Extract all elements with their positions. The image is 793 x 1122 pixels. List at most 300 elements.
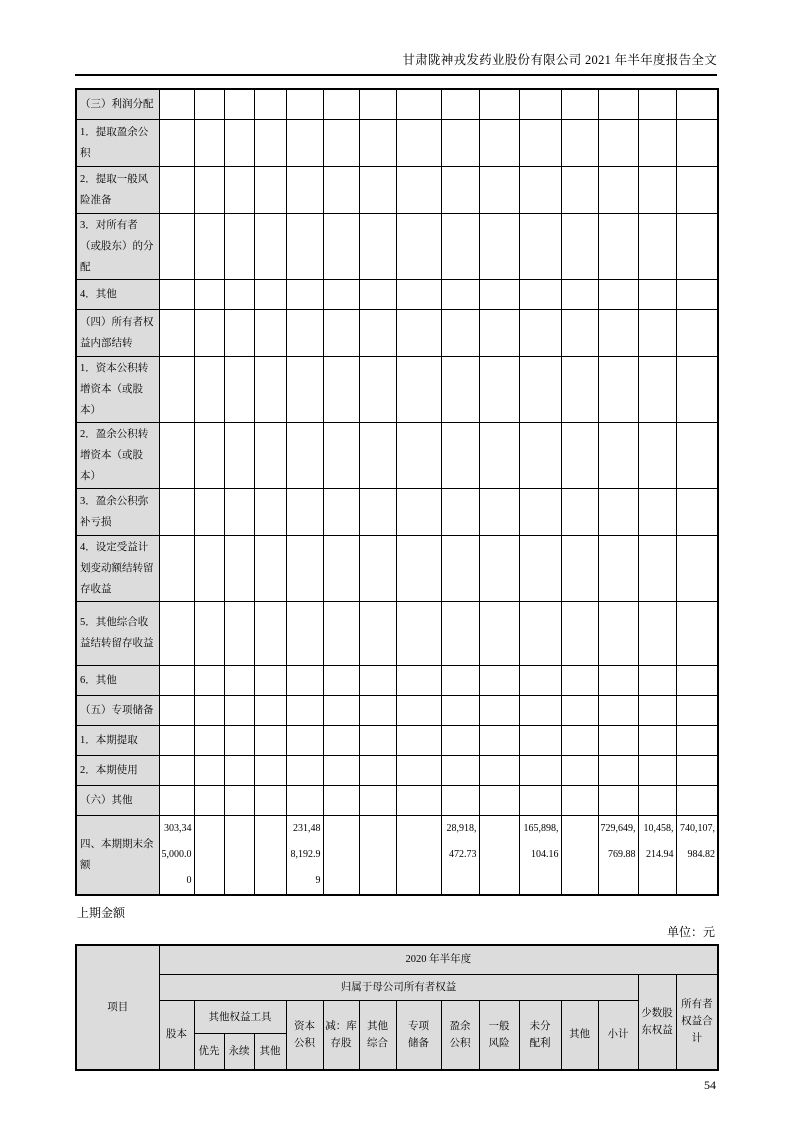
cell [159,785,194,815]
cell [359,213,396,279]
cell [286,309,323,356]
cell [159,695,194,725]
row-label: 2．盈余公积转增资本（或股本） [76,422,159,488]
cell [676,166,718,213]
row-label: 2．本期使用 [76,755,159,785]
cell [194,785,224,815]
cell [254,488,286,535]
cell [254,785,286,815]
cell [441,119,479,166]
cell [676,422,718,488]
value-cell [479,815,519,895]
table-row [76,356,718,422]
cell [676,213,718,279]
cell [159,488,194,535]
row-label: 3．对所有者（或股东）的分配 [76,213,159,279]
table-row [76,213,718,279]
table-row [76,309,718,356]
cell [638,119,676,166]
cell [676,119,718,166]
cell [676,695,718,725]
cell [286,356,323,422]
cell [396,755,441,785]
cell [441,755,479,785]
cell [561,755,598,785]
cell [519,601,561,665]
cell [598,279,638,309]
cell [676,356,718,422]
cell [519,356,561,422]
cell [479,488,519,535]
oci-header [359,1001,396,1070]
cell [519,166,561,213]
cell [224,725,254,755]
general-risk-label: 一般风险 [488,1020,510,1049]
cell [224,213,254,279]
cell [323,422,359,488]
unit-label: 单位：元 [666,924,715,939]
cell [323,119,359,166]
cell [396,356,441,422]
undistributed-profit-header [519,1001,561,1070]
cell [286,119,323,166]
cell [159,601,194,665]
cell [638,488,676,535]
cell [638,601,676,665]
total-equity-header [676,975,718,1070]
cell [224,601,254,665]
cell [224,422,254,488]
cell [561,119,598,166]
cell [638,309,676,356]
cell [359,601,396,665]
cell [561,665,598,695]
cell [224,356,254,422]
cell [286,725,323,755]
cell [194,213,224,279]
oci-label: 其他综合 [367,1020,388,1049]
cell [159,535,194,601]
cell [441,89,479,119]
cell [194,488,224,535]
cell [286,89,323,119]
cell [359,279,396,309]
cell [224,785,254,815]
cell [638,725,676,755]
value-cell: 740,107,984.82 [676,815,718,895]
cell [638,535,676,601]
cell [479,422,519,488]
cell [159,725,194,755]
cell [519,535,561,601]
cell [561,356,598,422]
cell [359,725,396,755]
closing-balance-row [76,815,718,895]
cell [359,309,396,356]
cell [598,488,638,535]
value-cell: 28,918,472.73 [441,815,479,895]
cell [396,601,441,665]
row-label: 2．提取一般风险准备 [76,166,159,213]
cell [561,601,598,665]
cell [519,785,561,815]
cell [676,488,718,535]
undistributed-profit-label: 未分配利 [529,1020,551,1049]
cell [598,422,638,488]
row-label: （四）所有者权益内部结转 [76,309,159,356]
cell [254,166,286,213]
table-row [76,665,718,695]
cell [676,755,718,785]
cell [159,422,194,488]
cell [561,535,598,601]
cell [323,309,359,356]
row-label: 四、本期期末余额 [76,815,159,895]
cell [254,725,286,755]
document-header-title: 甘肃陇神戎发药业股份有限公司 2021 年半年度报告全文 [402,53,717,67]
cell [676,89,718,119]
cell [561,422,598,488]
cell [159,755,194,785]
cell [224,166,254,213]
table-row [76,975,718,1001]
cell [479,279,519,309]
cell [638,422,676,488]
cell [441,785,479,815]
cell [359,695,396,725]
cell [323,785,359,815]
other-equity-instruments-header: 其他权益工具 [194,1001,286,1034]
cell [159,356,194,422]
cell [479,89,519,119]
cell [194,119,224,166]
cell [598,725,638,755]
cell [519,213,561,279]
table-row [76,725,718,755]
cell [286,166,323,213]
cell [479,535,519,601]
value-cell: 10,458,214.94 [638,815,676,895]
special-reserve-header [396,1001,441,1070]
cell [286,665,323,695]
cell [194,535,224,601]
cell [224,89,254,119]
cell [598,785,638,815]
cell [254,89,286,119]
cell [519,488,561,535]
cell [323,665,359,695]
cell [638,755,676,785]
cell [194,89,224,119]
cell [396,785,441,815]
less-treasury-label: 减：库存股 [325,1020,357,1049]
row-label: 1．提取盈余公积 [76,119,159,166]
cell [224,309,254,356]
cell [254,601,286,665]
value-cell [224,815,254,895]
cell [519,422,561,488]
cell [323,535,359,601]
row-label: 4．其他 [76,279,159,309]
cell [676,725,718,755]
cell [286,213,323,279]
value-cell [561,815,598,895]
cell [254,309,286,356]
cell [598,356,638,422]
table-row [76,166,718,213]
cell [159,309,194,356]
table-row [76,422,718,488]
page-number: 54 [704,1077,716,1092]
cell [359,535,396,601]
cell [194,601,224,665]
other-header: 其他 [561,1001,598,1070]
cell [323,755,359,785]
cell [561,89,598,119]
cell [441,725,479,755]
perpetual-header: 永续 [224,1034,254,1070]
less-treasury-header [323,1001,359,1070]
table-row [76,89,718,119]
cell [359,119,396,166]
row-label: 4．设定受益计划变动额结转留存收益 [76,535,159,601]
header-divider [75,74,717,76]
cell [159,119,194,166]
cell [254,119,286,166]
cell [519,725,561,755]
period-header: 2020 年半年度 [159,945,718,975]
cell [396,695,441,725]
total-equity-label: 所有者权益合计 [681,999,713,1045]
row-label: 1．资本公积转增资本（或股本） [76,356,159,422]
cell [638,785,676,815]
cell [598,755,638,785]
general-risk-header [479,1001,519,1070]
row-label: （三）利润分配 [76,89,159,119]
table-row [76,1001,718,1034]
surplus-reserve-label: 盈余公积 [449,1020,471,1049]
cell [676,601,718,665]
cell [676,309,718,356]
prior-period-note: 上期金额 [77,905,126,920]
cell [396,725,441,755]
cell [194,166,224,213]
cell [441,665,479,695]
value-cell: 165,898,104.16 [519,815,561,895]
cell [359,665,396,695]
cell [638,213,676,279]
current-period-equity-table [75,88,719,896]
minority-interest-label: 少数股东权益 [641,1007,673,1036]
cell [638,89,676,119]
row-label: （六）其他 [76,785,159,815]
cell [441,356,479,422]
cell [396,279,441,309]
cell [224,665,254,695]
cell [441,535,479,601]
cell [323,356,359,422]
table-row [76,695,718,725]
table-row [76,119,718,166]
cell [359,422,396,488]
cell [359,785,396,815]
cell [519,755,561,785]
cell [561,695,598,725]
cell [441,279,479,309]
cell [323,695,359,725]
cell [396,535,441,601]
row-label: 5．其他综合收益结转留存收益 [76,601,159,665]
table-row [76,535,718,601]
cell [479,725,519,755]
cell [194,356,224,422]
cell [286,488,323,535]
cell [479,695,519,725]
cell [323,89,359,119]
cell [519,89,561,119]
cell [598,695,638,725]
cell [479,356,519,422]
table-row [76,488,718,535]
cell [194,422,224,488]
cell [396,309,441,356]
cell [561,213,598,279]
cell [638,665,676,695]
cell [254,422,286,488]
cell [479,119,519,166]
cell [224,755,254,785]
cell [254,535,286,601]
cell [194,695,224,725]
cell [159,213,194,279]
cell [396,119,441,166]
cell [323,213,359,279]
cell [598,309,638,356]
value-cell [194,815,224,895]
cell [323,488,359,535]
cell [479,166,519,213]
cell [224,535,254,601]
cell [519,695,561,725]
cell [286,422,323,488]
cell [638,279,676,309]
cell [159,166,194,213]
cell [676,665,718,695]
cell [598,119,638,166]
cell [479,665,519,695]
cell [638,356,676,422]
cell [561,488,598,535]
cell [561,309,598,356]
table-row [76,755,718,785]
cell [598,535,638,601]
cell [159,665,194,695]
cell [286,535,323,601]
cell [194,755,224,785]
cell [441,166,479,213]
cell [194,665,224,695]
special-reserve-label: 专项储备 [408,1020,429,1049]
cell [359,488,396,535]
cell [396,488,441,535]
cell [224,488,254,535]
cell [441,488,479,535]
cell [479,213,519,279]
cell [479,785,519,815]
capital-reserve-label: 资本公积 [294,1020,315,1049]
cell [194,309,224,356]
cell [441,601,479,665]
cell [254,695,286,725]
cell [598,213,638,279]
cell [224,119,254,166]
cell [561,166,598,213]
cell [519,309,561,356]
item-header: 项目 [76,945,159,1070]
cell [194,725,224,755]
cell [194,279,224,309]
cell [519,665,561,695]
cell [286,601,323,665]
value-cell [359,815,396,895]
cell [561,725,598,755]
cell [598,665,638,695]
subtotal-header: 小计 [598,1001,638,1070]
cell [323,279,359,309]
preferred-header: 优先 [194,1034,224,1070]
minority-interest-header [638,975,676,1070]
cell [254,665,286,695]
cell [323,166,359,213]
cell [159,279,194,309]
table-row [76,785,718,815]
other-equity-other-header: 其他 [254,1034,286,1070]
cell [396,213,441,279]
cell [359,356,396,422]
value-cell [396,815,441,895]
cell [479,755,519,785]
row-label: 3．盈余公积弥补亏损 [76,488,159,535]
cell [638,695,676,725]
cell [441,213,479,279]
row-label: （五）专项储备 [76,695,159,725]
cell [396,665,441,695]
cell [676,279,718,309]
cell [638,166,676,213]
cell [676,535,718,601]
value-cell [323,815,359,895]
cell [224,279,254,309]
cell [598,166,638,213]
value-cell: 729,649,769.88 [598,815,638,895]
cell [254,356,286,422]
cell [286,755,323,785]
cell [676,785,718,815]
capital-reserve-header [286,1001,323,1070]
cell [286,695,323,725]
cell [224,695,254,725]
cell [479,601,519,665]
share-capital-header: 股本 [159,1001,194,1070]
value-cell [254,815,286,895]
cell [441,309,479,356]
value-cell: 231,488,192.99 [286,815,323,895]
table-row [76,945,718,975]
cell [323,601,359,665]
cell [323,725,359,755]
cell [359,755,396,785]
parent-equity-group-header: 归属于母公司所有者权益 [159,975,638,1001]
